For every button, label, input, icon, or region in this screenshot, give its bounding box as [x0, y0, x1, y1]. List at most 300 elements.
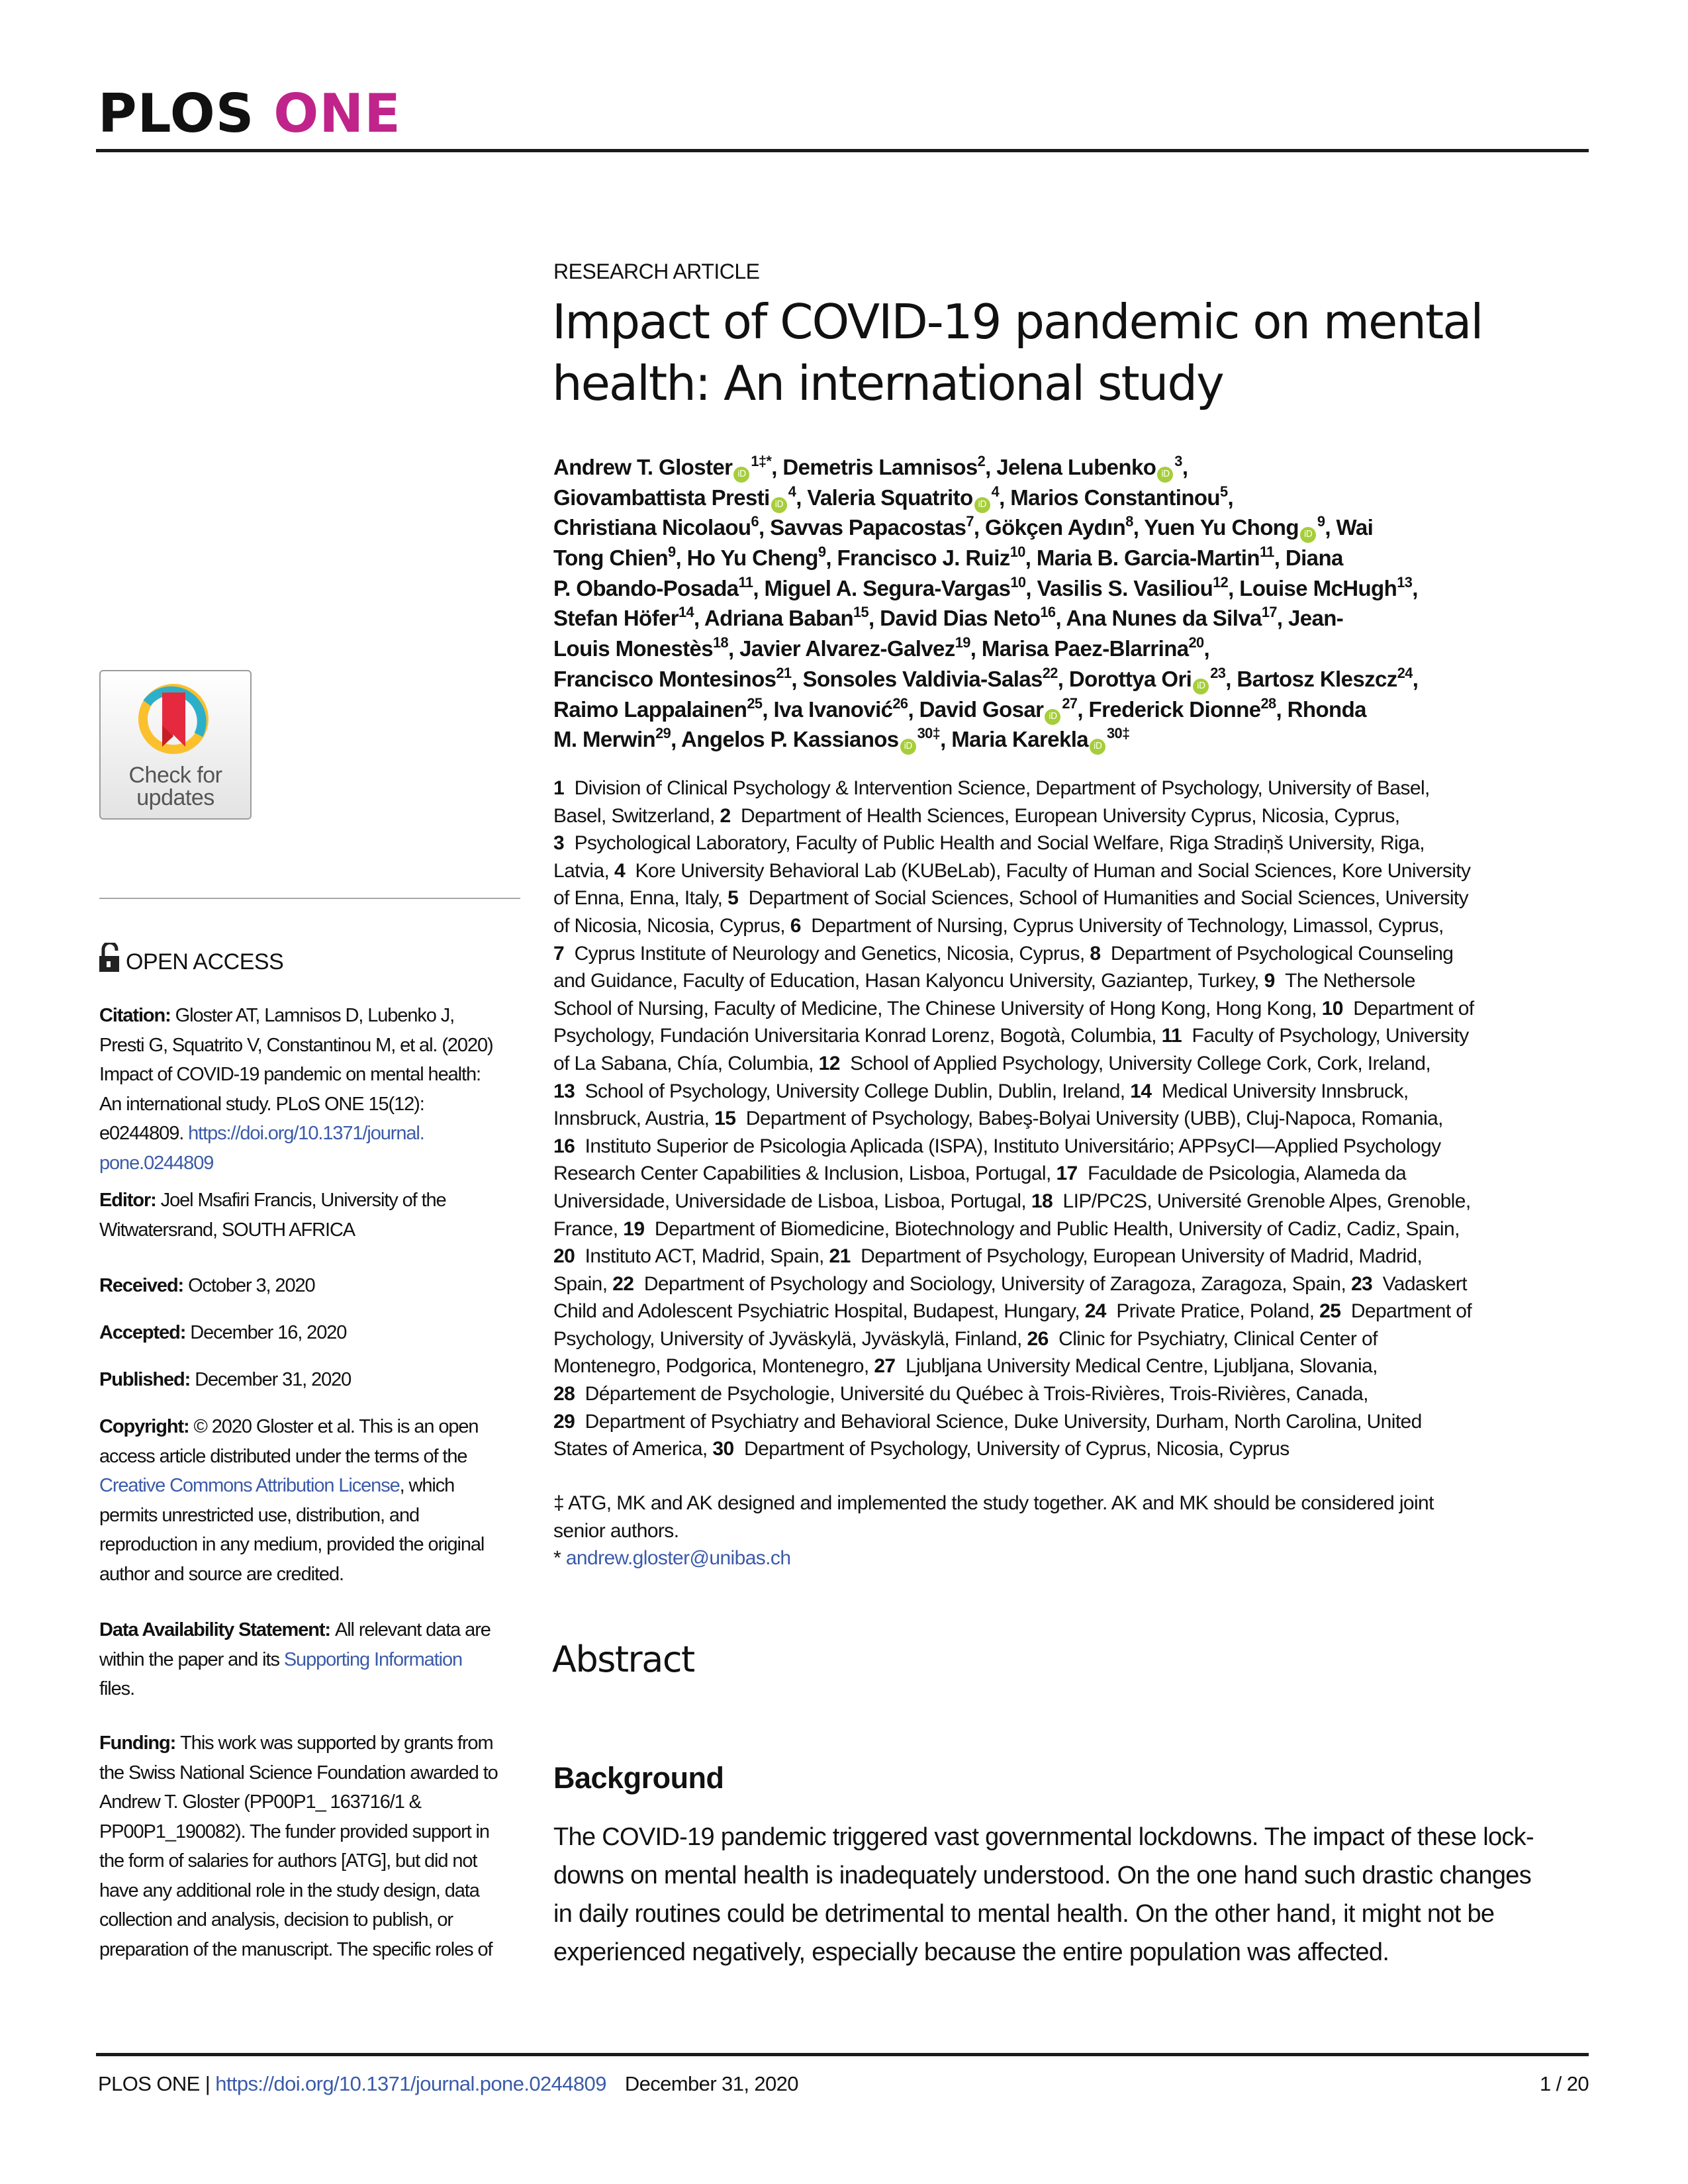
text-line: [99, 1412, 530, 1442]
affiliation-marker: 9: [818, 544, 826, 560]
text-run: , David Gosar: [908, 696, 1044, 722]
text-run: , Marios Constantinou: [999, 485, 1220, 510]
affiliation-marker: 21: [776, 664, 792, 681]
affiliation-marker: 30‡: [1107, 725, 1130, 742]
affiliation-marker: 7: [966, 513, 974, 530]
text-line: [553, 912, 1599, 940]
affiliation-marker: 10: [1009, 544, 1025, 560]
orcid-icon[interactable]: iD: [974, 497, 990, 513]
check-for-updates-badge[interactable]: [99, 670, 252, 820]
text-run: ,: [1412, 575, 1418, 600]
text-run: School of Applied Psychology, University College Cork, Cork, Ireland,: [839, 1052, 1431, 1074]
text-line: [99, 1935, 530, 1965]
bold-label: 17: [1056, 1163, 1078, 1185]
text-line: [99, 1471, 530, 1501]
text-run: Kore University Behavioral Lab (KUBeLab), Faculty of Human and Social Sciences, Kore University: [625, 859, 1471, 882]
bold-label: 4: [614, 859, 626, 882]
text-run: Department of: [1342, 997, 1474, 1020]
article-type: RESEARCH ARTICLE: [553, 260, 760, 283]
text-line: [99, 1729, 530, 1758]
text-line: [99, 1149, 530, 1178]
text-run: , Sonsoles Valdivia-Salas: [791, 666, 1043, 691]
affiliation-marker: 8: [1125, 513, 1133, 530]
text-run: , Iva Ivanović: [762, 696, 893, 722]
text-line: [99, 1442, 530, 1472]
bold-label: 21: [829, 1245, 851, 1268]
text-line: [99, 1060, 530, 1090]
text-run: Department of Social Sciences, School of Humanities and Social Sciences, University: [738, 887, 1469, 910]
text-line: [99, 1365, 530, 1395]
affiliation-marker: 25: [747, 694, 763, 712]
affiliation-marker: 18: [712, 634, 728, 651]
text-run: , Rhonda: [1276, 696, 1366, 722]
text-run: access article distributed under the terms of the: [99, 1445, 467, 1467]
author-line: [553, 573, 1599, 604]
text-line: [99, 1119, 530, 1149]
text-run: ,: [1227, 485, 1234, 510]
text-line: [553, 775, 1599, 802]
affiliation-marker: 20: [1188, 634, 1204, 651]
bold-label: 16: [553, 1135, 575, 1157]
text-run: October 3, 2020: [188, 1275, 315, 1296]
text-run: Impact of COVID-19 pandemic on mental health:: [99, 1064, 481, 1085]
bold-label: Citation:: [99, 1005, 175, 1026]
affiliation-marker: 9: [1317, 513, 1325, 530]
author-line: [553, 512, 1599, 543]
text-line: [99, 1817, 530, 1847]
text-run: Medical University Innsbruck,: [1151, 1080, 1409, 1102]
text-run: ,: [1412, 666, 1419, 691]
text-run: , Louise McHugh: [1228, 575, 1397, 600]
affiliation-marker: 4: [788, 483, 796, 500]
text-line: [553, 1298, 1599, 1325]
text-run: Department of Psychiatry and Behavioral Science, Duke University, Durham, North Carolina, United: [575, 1410, 1422, 1433]
text-run: , Dorottya Ori: [1057, 666, 1192, 691]
text-run: Département de Psychologie, Université du Québec à Trois-Rivières, Trois-Rivières, Canada,: [575, 1383, 1368, 1405]
bold-label: 15: [714, 1108, 736, 1130]
text-run: , Demetris Lamnisos: [771, 455, 978, 479]
logo-one: ONE: [273, 83, 401, 144]
author-line: [553, 724, 1599, 755]
text-run: Andrew T. Gloster (PP00P1_ 163716/1 &: [99, 1791, 421, 1813]
footer-rule: [96, 2053, 1589, 2056]
bold-label: 28: [553, 1383, 575, 1405]
background-text: [553, 1818, 1599, 1971]
text-run: , Wai: [1325, 515, 1374, 540]
bold-label: 25: [1319, 1300, 1341, 1323]
text-run: All relevant data are: [334, 1619, 491, 1640]
text-line: [99, 1645, 530, 1675]
text-line: in daily routines could be detrimental to mental health. On the other hand, it might not be: [553, 1900, 1495, 1928]
affiliation-marker: 16: [1040, 604, 1056, 621]
text-run: Spain,: [553, 1272, 613, 1295]
text-run: M. Merwin: [553, 727, 656, 752]
text-line: [99, 1787, 530, 1817]
text-line: [99, 1876, 530, 1906]
text-run: of Nicosia, Nicosia, Cyprus,: [553, 914, 790, 937]
orcid-icon[interactable]: iD: [1045, 709, 1060, 725]
affiliation-marker: 22: [1042, 664, 1058, 681]
text-run: Child and Adolescent Psychiatric Hospital, Budapest, Hungary,: [553, 1300, 1085, 1323]
affiliation-marker: 11: [738, 573, 753, 591]
affiliation-marker: 9: [668, 544, 676, 560]
text-run: PP00P1_190082). The funder provided support in: [99, 1821, 489, 1842]
text-run: , Bartosz Kleszcz: [1225, 666, 1397, 691]
text-run: Witwatersrand, SOUTH AFRICA: [99, 1219, 355, 1241]
text-run: Tong Chien: [553, 546, 669, 571]
text-run: Faculdade de Psicologia, Alameda da: [1077, 1163, 1407, 1185]
orcid-icon[interactable]: iD: [900, 739, 916, 755]
footer-doi-link[interactable]: https://doi.org/10.1371/journal.pone.0244809: [215, 2072, 606, 2095]
editor-block: [99, 1186, 530, 1245]
affiliation-marker: 3: [1174, 452, 1182, 469]
affiliation-marker: 27: [1062, 694, 1078, 712]
affiliation-marker: 11: [1259, 544, 1274, 560]
title-line: Impact of COVID-19 pandemic on mental: [552, 294, 1483, 350]
text-run: , Ana Nunes da Silva: [1055, 606, 1262, 631]
inline-link[interactable]: https://doi.org/10.1371/journal.: [188, 1123, 424, 1144]
text-line: [553, 1270, 1599, 1298]
text-run: This work was supported by grants from: [180, 1733, 493, 1754]
text-run: Innsbruck, Austria,: [553, 1108, 715, 1130]
funding-block: [99, 1729, 530, 1964]
text-line: downs on mental health is inadequately understood. On the one hand such drastic changes: [553, 1862, 1532, 1889]
affiliation-marker: 12: [1213, 573, 1229, 591]
orcid-icon[interactable]: iD: [1193, 679, 1209, 694]
text-run: , Vasilis S. Vasiliou: [1025, 575, 1213, 600]
data-availability-block: [99, 1615, 530, 1704]
text-line: [99, 1846, 530, 1876]
bold-label: Data Availability Statement:: [99, 1619, 335, 1640]
bold-label: 19: [623, 1217, 645, 1240]
text-run: Ljubljana University Medical Centre, Ljubljana, Slovania,: [895, 1355, 1378, 1378]
text-run: Andrew T. Gloster: [553, 455, 733, 479]
bold-label: 12: [818, 1052, 840, 1074]
text-run: States of America,: [553, 1438, 713, 1460]
affiliation-marker: 28: [1260, 694, 1276, 712]
bold-label: 2: [720, 804, 731, 827]
text-line: [99, 1001, 530, 1031]
text-run: Cyprus Institute of Neurology and Genetics, Nicosia, Cyprus,: [564, 942, 1090, 965]
author-list: [553, 452, 1599, 755]
text-run: Gloster AT, Lamnisos D, Lubenko J,: [175, 1005, 455, 1026]
orcid-icon[interactable]: iD: [771, 497, 787, 513]
accepted-block: [99, 1318, 530, 1348]
orcid-icon[interactable]: iD: [1300, 527, 1316, 543]
affiliation-marker: 29: [655, 725, 671, 742]
inline-link[interactable]: Creative Commons Attribution License: [99, 1475, 400, 1496]
bold-label: 30: [712, 1438, 734, 1460]
text-line: [553, 1325, 1599, 1353]
journal-logo: [98, 83, 401, 144]
footer: [98, 2072, 798, 2096]
text-run: Joel Msafiri Francis, University of the: [160, 1190, 446, 1211]
orcid-icon[interactable]: iD: [1090, 739, 1105, 755]
text-run: , Maria Karekla: [940, 727, 1089, 752]
bold-label: Received:: [99, 1275, 189, 1296]
author-line: [553, 452, 1599, 483]
text-line: [99, 1530, 530, 1560]
text-run: Department of Nursing, Cyprus University of Technology, Limassol, Cyprus,: [800, 914, 1444, 937]
text-run: Faculty of Psychology, University: [1182, 1025, 1469, 1047]
text-line: [99, 1215, 530, 1245]
text-line: [553, 1408, 1599, 1436]
text-run: Montenegro, Podgorica, Montenegro,: [553, 1355, 874, 1378]
affiliation-marker: 26: [892, 694, 908, 712]
text-run: and Guidance, Faculty of Education, Hasan Kalyoncu University, Gaziantep, Turkey,: [553, 970, 1264, 992]
text-run: author and source are credited.: [99, 1563, 344, 1585]
affiliation-marker: 14: [679, 604, 694, 621]
affiliation-marker: 6: [751, 513, 759, 530]
author-line: [553, 694, 1599, 725]
text-run: Louis Monestès: [553, 636, 713, 661]
bold-label: 27: [874, 1355, 896, 1378]
text-run: Psychology, University of Jyväskylä, Jyväskylä, Finland,: [553, 1327, 1027, 1350]
corresponding-author: [553, 1544, 1599, 1572]
text-run: Instituto ACT, Madrid, Spain,: [575, 1245, 829, 1268]
text-run: , Diana: [1274, 546, 1343, 571]
bold-label: 18: [1031, 1190, 1053, 1212]
bold-label: 11: [1161, 1025, 1182, 1047]
bold-label: 29: [553, 1410, 575, 1433]
text-run: , Maria B. Garcia-Martin: [1025, 546, 1260, 571]
text-run: School of Psychology, University College Dublin, Dublin, Ireland,: [575, 1080, 1131, 1102]
footer-journal: PLOS ONE |: [98, 2072, 216, 2095]
text-line: [99, 1090, 530, 1119]
text-line: [99, 1186, 530, 1215]
text-run: preparation of the manuscript. The specific roles of: [99, 1938, 492, 1960]
text-line: [553, 857, 1599, 885]
text-line: [99, 1271, 530, 1301]
affiliation-marker: 1‡*: [751, 452, 772, 469]
open-access-badge: [99, 943, 283, 975]
affiliation-marker: 30‡: [917, 725, 941, 742]
text-line: [553, 830, 1599, 857]
text-run: , Frederick Dionne: [1077, 696, 1261, 722]
text-run: Department of Biomedicine, Biotechnology and Public Health, University of Cadiz, Cadiz, Spain,: [644, 1217, 1460, 1240]
updates-label: updates: [136, 785, 214, 810]
inline-link[interactable]: Supporting Information: [283, 1648, 463, 1670]
bold-label: Copyright:: [99, 1416, 194, 1437]
text-run: , Ho Yu Cheng: [675, 546, 818, 571]
text-run: Latvia,: [553, 859, 614, 882]
article-title: [552, 291, 1585, 414]
bold-label: 1: [553, 777, 565, 799]
bold-label: 9: [1264, 970, 1275, 992]
open-lock-icon: [99, 943, 122, 972]
text-run: Stefan Höfer: [553, 606, 679, 631]
affiliation-marker: 13: [1397, 573, 1413, 591]
bold-label: Funding:: [99, 1733, 181, 1754]
text-line: [553, 1105, 1599, 1133]
text-line: [99, 1674, 530, 1704]
text-line: [99, 1615, 530, 1645]
text-line: [553, 1353, 1599, 1380]
text-run: Department of Psychology and Sociology, University of Zaragoza, Zaragoza, Spain,: [633, 1272, 1351, 1295]
text-run: © 2020 Gloster et al. This is an open: [193, 1416, 479, 1437]
text-run: Clinic for Psychiatry, Clinical Center of: [1048, 1327, 1378, 1350]
text-run: Private Pratice, Poland,: [1105, 1300, 1320, 1323]
text-run: Division of Clinical Psychology & Intervention Science, Department of Psychology, University of Basel,: [564, 777, 1430, 799]
text-run: , Jean-: [1276, 606, 1344, 631]
text-run: e0244809.: [99, 1123, 189, 1144]
text-run: Department of Psychological Counseling: [1100, 942, 1454, 965]
affiliation-marker: 5: [1220, 483, 1228, 500]
text-run: , Valeria Squatrito: [796, 485, 973, 510]
text-run: Department of Psychology, University of Cyprus, Nicosia, Cyprus: [733, 1438, 1289, 1460]
affiliation-marker: 19: [955, 634, 970, 651]
bold-label: Editor:: [99, 1190, 161, 1211]
text-run: of La Sabana, Chía, Columbia,: [553, 1052, 819, 1074]
text-run: , Savvas Papacostas: [759, 515, 966, 540]
text-line: [553, 967, 1599, 995]
text-run: , Angelos P. Kassianos: [671, 727, 899, 752]
text-line: [553, 884, 1599, 912]
affiliation-marker: 15: [853, 604, 869, 621]
text-run: Department of Psychology, Babeş-Bolyai University (UBB), Cluj-Napoca, Romania,: [735, 1108, 1443, 1130]
title-line: health: An international study: [552, 356, 1223, 411]
text-run: Francisco Montesinos: [553, 666, 776, 691]
author-notes: [553, 1490, 1599, 1572]
text-run: , which: [399, 1475, 455, 1496]
text-run: the form of salaries for authors [ATG], but did not: [99, 1850, 477, 1872]
copyright-block: [99, 1412, 530, 1589]
author-line: [553, 483, 1599, 513]
text-run: Department of: [1340, 1300, 1472, 1323]
text-run: ,: [1203, 636, 1210, 661]
inline-link[interactable]: pone.0244809: [99, 1152, 214, 1174]
text-run: ,: [1182, 455, 1188, 479]
text-run: of Enna, Enna, Italy,: [553, 887, 728, 910]
citation-block: [99, 1001, 530, 1178]
bold-label: 10: [1321, 997, 1343, 1020]
text-run: reproduction in any medium, provided the original: [99, 1534, 485, 1555]
bold-label: 14: [1130, 1080, 1152, 1102]
text-line: [553, 1188, 1599, 1215]
text-line: [553, 995, 1599, 1023]
text-run: Department of Health Sciences, European University Cyprus, Nicosia, Cyprus,: [730, 804, 1400, 827]
text-run: An international study. PLoS ONE 15(12):: [99, 1093, 424, 1115]
bold-label: 5: [727, 887, 739, 910]
page-number: 1 / 20: [1540, 2072, 1589, 2095]
text-run: , Jelena Lubenko: [985, 455, 1156, 479]
text-line: [99, 1758, 530, 1788]
orcid-icon[interactable]: iD: [1157, 467, 1173, 483]
bold-label: Accepted:: [99, 1322, 191, 1343]
text-run: The Nethersole: [1274, 970, 1415, 992]
text-run: have any additional role in the study design, data: [99, 1879, 479, 1901]
affiliations: [553, 775, 1599, 1463]
joint-authorship-note: ‡ ATG, MK and AK designed and implemented the study together. AK and MK should be considered joint: [553, 1492, 1434, 1514]
text-run: School of Nursing, Faculty of Medicine, The Chinese University of Hong Kong, Hong Kong,: [553, 997, 1322, 1020]
crossmark-icon: [127, 678, 224, 764]
text-run: LIP/PC2S, Université Grenoble Alpes, Grenoble,: [1053, 1190, 1471, 1212]
open-access-label: OPEN ACCESS: [126, 949, 284, 974]
text-run: Department of Psychology, European University of Madrid, Madrid,: [850, 1245, 1423, 1268]
text-line: [553, 1243, 1599, 1270]
check-for-label: Check for: [128, 763, 222, 788]
bold-label: Published:: [99, 1369, 195, 1390]
logo-plos: PLOS: [98, 83, 255, 144]
text-run: , Gökçen Aydın: [973, 515, 1126, 540]
text-run: Christiana Nicolaou: [553, 515, 751, 540]
bold-label: 6: [790, 914, 801, 937]
orcid-icon[interactable]: iD: [733, 467, 749, 483]
text-line: The COVID-19 pandemic triggered vast governmental lockdowns. The impact of these lock-: [553, 1823, 1534, 1851]
text-line: [553, 1133, 1599, 1161]
text-run: Giovambattista Presti: [553, 485, 770, 510]
text-line: [553, 1215, 1599, 1243]
bold-label: 26: [1027, 1327, 1049, 1350]
affiliation-marker: 10: [1010, 573, 1026, 591]
background-heading: Background: [553, 1761, 724, 1795]
text-run: , Marisa Paez-Blarrina: [970, 636, 1189, 661]
text-run: permits unrestricted use, distribution, and: [99, 1504, 420, 1526]
text-run: the Swiss National Science Foundation awarded to: [99, 1762, 498, 1783]
bold-label: 8: [1090, 942, 1101, 965]
bold-label: 3: [553, 832, 565, 855]
text-line: [553, 1022, 1599, 1050]
bold-label: 13: [553, 1080, 575, 1102]
text-run: P. Obando-Posada: [553, 575, 739, 600]
text-line: [553, 802, 1599, 830]
text-line: [99, 1560, 530, 1590]
sidebar-divider: [99, 898, 520, 899]
author-line: [553, 634, 1599, 664]
bold-label: 23: [1350, 1272, 1373, 1295]
text-run: , Yuen Yu Chong: [1133, 515, 1299, 540]
text-line: [553, 1380, 1599, 1408]
affiliation-marker: 2: [977, 452, 986, 469]
text-run: Presti G, Squatrito V, Constantinou M, et al. (2020): [99, 1034, 493, 1056]
text-run: collection and analysis, decision to publish, or: [99, 1909, 453, 1930]
joint-authorship-note: senior authors.: [553, 1519, 679, 1542]
text-run: December 16, 2020: [190, 1322, 347, 1343]
author-line: [553, 543, 1599, 573]
affiliation-marker: 24: [1397, 664, 1413, 681]
text-line: [553, 1160, 1599, 1188]
text-line: [553, 940, 1599, 968]
text-run: within the paper and its: [99, 1648, 284, 1670]
text-line: [553, 1078, 1599, 1106]
text-run: , Miguel A. Segura-Vargas: [753, 575, 1011, 600]
header-rule: [96, 149, 1589, 152]
text-run: Vadaskert: [1372, 1272, 1468, 1295]
text-run: Research Center Capabilities & Inclusion, Lisboa, Portugal,: [553, 1163, 1056, 1185]
text-run: , Javier Alvarez-Galvez: [728, 636, 955, 661]
text-run: Universidade, Universidade de Lisboa, Lisboa, Portugal,: [553, 1190, 1031, 1212]
text-line: [553, 1435, 1599, 1463]
text-line: [99, 1318, 530, 1348]
text-run: , David Dias Neto: [868, 606, 1041, 631]
text-run: Raimo Lappalainen: [553, 696, 747, 722]
text-line: experienced negatively, especially because the entire population was affected.: [553, 1938, 1389, 1966]
corresponding-marker: *: [553, 1547, 566, 1570]
text-run: files.: [99, 1678, 135, 1699]
text-line: [99, 1501, 530, 1531]
affiliation-marker: 23: [1210, 664, 1226, 681]
published-block: [99, 1365, 530, 1395]
text-run: Psychological Laboratory, Faculty of Public Health and Social Welfare, Riga Stradiņš University, Riga,: [564, 832, 1425, 855]
text-run: Basel, Switzerland,: [553, 804, 720, 827]
footer-date: December 31, 2020: [624, 2072, 798, 2095]
text-run: December 31, 2020: [195, 1369, 352, 1390]
bold-label: 7: [553, 942, 565, 965]
text-line: [99, 1905, 530, 1935]
text-run: , Francisco J. Ruiz: [825, 546, 1010, 571]
email-link[interactable]: andrew.gloster@unibas.ch: [565, 1547, 791, 1570]
bold-label: 20: [553, 1245, 575, 1268]
